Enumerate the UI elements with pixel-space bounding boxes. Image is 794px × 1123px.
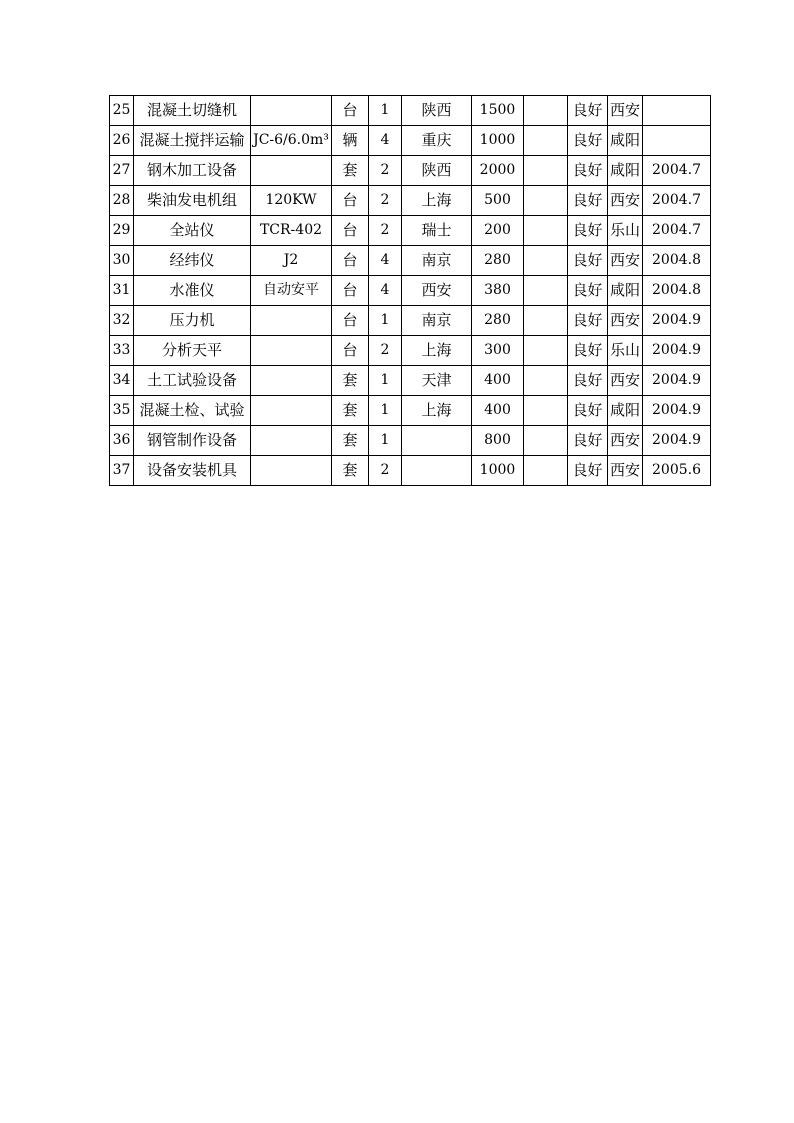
cell-power: 500	[472, 186, 524, 216]
cell-condition: 良好	[568, 456, 608, 486]
cell-origin: 上海	[402, 396, 472, 426]
cell-name: 土工试验设备	[134, 366, 251, 396]
cell-no: 27	[110, 156, 134, 186]
cell-location: 西安	[608, 426, 643, 456]
cell-condition: 良好	[568, 186, 608, 216]
cell-unit: 台	[332, 306, 369, 336]
cell-name: 混凝土切缝机	[134, 96, 251, 126]
cell-model	[251, 96, 332, 126]
cell-blank	[524, 276, 568, 306]
cell-blank	[524, 126, 568, 156]
cell-location: 咸阳	[608, 126, 643, 156]
cell-quantity: 4	[369, 126, 402, 156]
cell-location: 西安	[608, 366, 643, 396]
table-row	[110, 126, 711, 156]
cell-blank	[524, 456, 568, 486]
cell-quantity: 2	[369, 186, 402, 216]
cell-model	[251, 396, 332, 426]
cell-location: 乐山	[608, 216, 643, 246]
cell-condition: 良好	[568, 366, 608, 396]
cell-name: 柴油发电机组	[134, 186, 251, 216]
cell-quantity: 1	[369, 96, 402, 126]
cell-no: 31	[110, 276, 134, 306]
cell-power: 1000	[472, 456, 524, 486]
cell-name: 分析天平	[134, 336, 251, 366]
cell-blank	[524, 186, 568, 216]
equipment-table-body	[110, 96, 711, 486]
cell-origin: 天津	[402, 366, 472, 396]
cell-power: 1000	[472, 126, 524, 156]
cell-model	[251, 456, 332, 486]
cell-date: 2004.9	[643, 306, 711, 336]
cell-model: J2	[251, 246, 332, 276]
cell-unit: 台	[332, 186, 369, 216]
cell-quantity: 1	[369, 366, 402, 396]
cell-no: 28	[110, 186, 134, 216]
table-row	[110, 186, 711, 216]
cell-no: 36	[110, 426, 134, 456]
table-row	[110, 216, 711, 246]
cell-location: 乐山	[608, 336, 643, 366]
cell-quantity: 1	[369, 426, 402, 456]
cell-location: 西安	[608, 306, 643, 336]
cell-location: 西安	[608, 246, 643, 276]
cell-no: 34	[110, 366, 134, 396]
cell-power: 280	[472, 306, 524, 336]
cell-name: 混凝土检、试验	[134, 396, 251, 426]
cell-name: 钢木加工设备	[134, 156, 251, 186]
cell-date	[643, 96, 711, 126]
cell-condition: 良好	[568, 246, 608, 276]
cell-no: 30	[110, 246, 134, 276]
cell-origin: 上海	[402, 336, 472, 366]
cell-location: 咸阳	[608, 156, 643, 186]
cell-power: 400	[472, 366, 524, 396]
cell-no: 33	[110, 336, 134, 366]
cell-name: 压力机	[134, 306, 251, 336]
cell-blank	[524, 306, 568, 336]
table-row	[110, 276, 711, 306]
cell-unit: 套	[332, 456, 369, 486]
cell-origin: 西安	[402, 276, 472, 306]
cell-blank	[524, 366, 568, 396]
cell-power: 380	[472, 276, 524, 306]
cell-date: 2004.8	[643, 246, 711, 276]
cell-quantity: 1	[369, 396, 402, 426]
cell-origin: 瑞士	[402, 216, 472, 246]
table-row	[110, 96, 711, 126]
cell-condition: 良好	[568, 126, 608, 156]
cell-unit: 台	[332, 336, 369, 366]
cell-quantity: 2	[369, 216, 402, 246]
cell-power: 280	[472, 246, 524, 276]
cell-condition: 良好	[568, 336, 608, 366]
cell-unit: 台	[332, 216, 369, 246]
cell-condition: 良好	[568, 426, 608, 456]
equipment-table	[109, 95, 711, 486]
cell-blank	[524, 396, 568, 426]
cell-quantity: 1	[369, 306, 402, 336]
cell-location: 西安	[608, 456, 643, 486]
table-row	[110, 426, 711, 456]
cell-unit: 台	[332, 246, 369, 276]
cell-condition: 良好	[568, 396, 608, 426]
table-row	[110, 366, 711, 396]
cell-date: 2004.8	[643, 276, 711, 306]
cell-power: 300	[472, 336, 524, 366]
cell-date: 2004.9	[643, 396, 711, 426]
cell-power: 400	[472, 396, 524, 426]
table-row	[110, 336, 711, 366]
cell-model	[251, 156, 332, 186]
cell-date: 2004.7	[643, 186, 711, 216]
cell-origin: 南京	[402, 246, 472, 276]
cell-model: 自动安平	[251, 276, 332, 306]
cell-quantity: 2	[369, 456, 402, 486]
cell-name: 经纬仪	[134, 246, 251, 276]
cell-date: 2004.9	[643, 336, 711, 366]
cell-unit: 辆	[332, 126, 369, 156]
cell-date: 2005.6	[643, 456, 711, 486]
cell-origin	[402, 456, 472, 486]
cell-date: 2004.7	[643, 216, 711, 246]
cell-unit: 套	[332, 426, 369, 456]
cell-no: 37	[110, 456, 134, 486]
cell-condition: 良好	[568, 276, 608, 306]
cell-origin	[402, 426, 472, 456]
cell-name: 设备安装机具	[134, 456, 251, 486]
cell-quantity: 4	[369, 276, 402, 306]
cell-unit: 套	[332, 156, 369, 186]
cell-model	[251, 306, 332, 336]
cell-name: 钢管制作设备	[134, 426, 251, 456]
cell-blank	[524, 426, 568, 456]
table-row	[110, 246, 711, 276]
cell-power: 2000	[472, 156, 524, 186]
cell-location: 西安	[608, 96, 643, 126]
cell-date: 2004.7	[643, 156, 711, 186]
cell-name: 全站仪	[134, 216, 251, 246]
cell-unit: 套	[332, 396, 369, 426]
cell-blank	[524, 336, 568, 366]
cell-power: 200	[472, 216, 524, 246]
cell-date	[643, 126, 711, 156]
cell-power: 1500	[472, 96, 524, 126]
cell-no: 26	[110, 126, 134, 156]
cell-origin: 南京	[402, 306, 472, 336]
cell-model	[251, 336, 332, 366]
cell-quantity: 2	[369, 156, 402, 186]
cell-model	[251, 366, 332, 396]
cell-power: 800	[472, 426, 524, 456]
cell-blank	[524, 216, 568, 246]
cell-origin: 陕西	[402, 96, 472, 126]
cell-origin: 重庆	[402, 126, 472, 156]
cell-origin: 陕西	[402, 156, 472, 186]
cell-unit: 台	[332, 96, 369, 126]
cell-quantity: 2	[369, 336, 402, 366]
cell-name: 混凝土搅拌运输	[134, 126, 251, 156]
cell-location: 咸阳	[608, 276, 643, 306]
cell-model	[251, 426, 332, 456]
table-row	[110, 156, 711, 186]
cell-name: 水准仪	[134, 276, 251, 306]
table-row	[110, 396, 711, 426]
table-row	[110, 456, 711, 486]
cell-condition: 良好	[568, 216, 608, 246]
cell-condition: 良好	[568, 156, 608, 186]
cell-condition: 良好	[568, 96, 608, 126]
cell-no: 32	[110, 306, 134, 336]
cell-no: 35	[110, 396, 134, 426]
cell-condition: 良好	[568, 306, 608, 336]
cell-date: 2004.9	[643, 366, 711, 396]
cell-unit: 台	[332, 276, 369, 306]
cell-date: 2004.9	[643, 426, 711, 456]
cell-model: 120KW	[251, 186, 332, 216]
cell-unit: 套	[332, 366, 369, 396]
cell-quantity: 4	[369, 246, 402, 276]
cell-no: 29	[110, 216, 134, 246]
cell-blank	[524, 246, 568, 276]
cell-no: 25	[110, 96, 134, 126]
cell-origin: 上海	[402, 186, 472, 216]
cell-blank	[524, 96, 568, 126]
cell-model: JC-6/6.0m³	[251, 126, 332, 156]
cell-model: TCR-402	[251, 216, 332, 246]
cell-blank	[524, 156, 568, 186]
cell-location: 咸阳	[608, 396, 643, 426]
cell-location: 西安	[608, 186, 643, 216]
table-row	[110, 306, 711, 336]
